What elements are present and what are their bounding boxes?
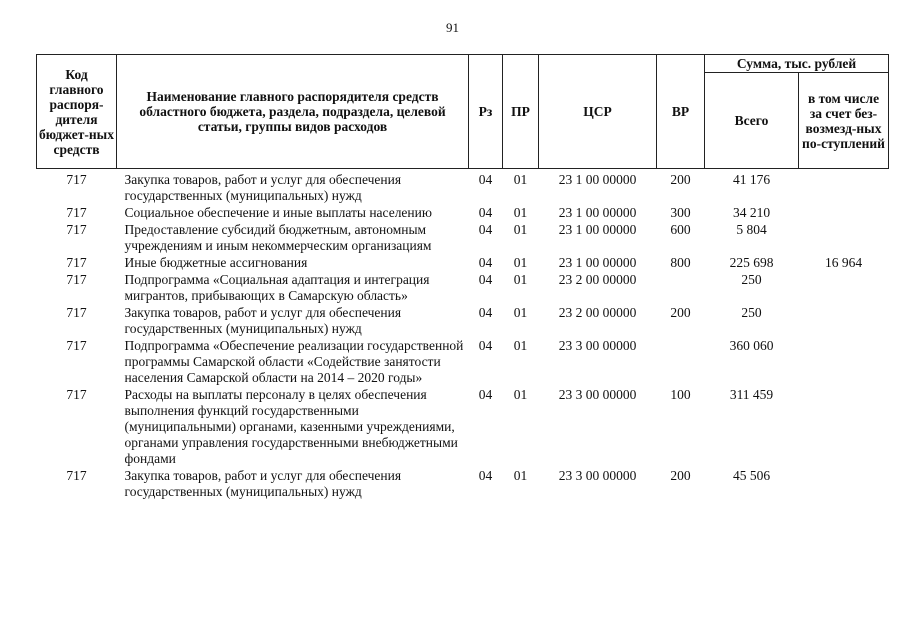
cell-vr: 100 (670, 387, 691, 402)
cell-incl (799, 305, 889, 338)
cell-pr: 01 (513, 205, 528, 220)
cell-code: 717 (66, 338, 87, 353)
cell-csr: 23 1 00 00000 (558, 222, 637, 237)
cell-name: Закупка товаров, работ и услуг для обеспечения государственных (муниципальных) нужд (124, 172, 402, 203)
cell-total: 45 506 (732, 468, 771, 483)
table-row (37, 272, 889, 305)
cell-name: Иные бюджетные ассигнования (124, 255, 308, 270)
cell-csr: 23 3 00 00000 (558, 338, 637, 353)
header-code: Код главного распоря-дителя бюджет-ных средств (37, 55, 117, 169)
cell-total: 360 060 (729, 338, 774, 353)
cell-rz: 04 (478, 305, 493, 320)
cell-total: 225 698 (729, 255, 774, 270)
cell-csr: 23 3 00 00000 (558, 387, 637, 402)
cell-total: 250 (741, 305, 762, 320)
page-number: 91 (446, 20, 459, 35)
header-csr: ЦСР (539, 55, 657, 169)
cell-rz: 04 (478, 468, 493, 483)
cell-code: 717 (66, 272, 87, 287)
cell-code: 717 (66, 468, 87, 483)
table-row (37, 305, 889, 338)
table-row (37, 255, 889, 272)
cell-total: 311 459 (729, 387, 774, 402)
cell-pr: 01 (513, 305, 528, 320)
cell-name: Социальное обеспечение и иные выплаты населению (124, 205, 432, 220)
table-row (37, 338, 889, 387)
table-row (37, 468, 889, 501)
cell-rz: 04 (478, 172, 493, 187)
cell-incl (799, 468, 889, 501)
cell-csr: 23 1 00 00000 (558, 205, 637, 220)
cell-pr: 01 (513, 387, 528, 402)
table-row (37, 387, 889, 468)
cell-vr: 200 (670, 172, 691, 187)
cell-code: 717 (66, 305, 87, 320)
header-pr: ПР (503, 55, 539, 169)
table-row (37, 205, 889, 222)
cell-code: 717 (66, 205, 87, 220)
cell-rz: 04 (478, 387, 493, 402)
header-rz: Рз (469, 55, 503, 169)
cell-incl (799, 387, 889, 468)
cell-name: Подпрограмма «Обеспечение реализации государственной программы Самарской области «Содействие занятости населения Самарской области на 2014 – 2020 годы» (124, 338, 464, 385)
cell-pr: 01 (513, 272, 528, 287)
cell-rz: 04 (478, 255, 493, 270)
header-sum-group: Сумма, тыс. рублей (705, 55, 889, 73)
cell-vr: 200 (670, 305, 691, 320)
cell-incl (799, 222, 889, 255)
cell-name: Закупка товаров, работ и услуг для обеспечения государственных (муниципальных) нужд (124, 305, 402, 336)
cell-name: Закупка товаров, работ и услуг для обеспечения государственных (муниципальных) нужд (124, 468, 402, 499)
table-row (37, 222, 889, 255)
cell-csr: 23 1 00 00000 (558, 255, 637, 270)
cell-pr: 01 (513, 222, 528, 237)
cell-csr: 23 1 00 00000 (558, 172, 637, 187)
cell-code: 717 (66, 387, 87, 402)
cell-vr (657, 338, 705, 387)
cell-total: 250 (741, 272, 762, 287)
cell-incl (799, 169, 889, 206)
cell-rz: 04 (478, 272, 493, 287)
cell-name: Подпрограмма «Социальная адаптация и интеграция мигрантов, прибывающих в Самарскую область» (124, 272, 430, 303)
budget-table (36, 54, 889, 501)
cell-total: 41 176 (732, 172, 771, 187)
cell-code: 717 (66, 172, 87, 187)
cell-name: Расходы на выплаты персоналу в целях обеспечения выполнения функций государственными (муниципальными) органами, казенными учреждениями, органами управления государственными внебюджетными фондами (124, 387, 458, 466)
cell-incl: 16 964 (824, 255, 863, 270)
cell-pr: 01 (513, 255, 528, 270)
header-total: Всего (705, 73, 799, 169)
cell-vr: 200 (670, 468, 691, 483)
cell-vr (657, 272, 705, 305)
cell-code: 717 (66, 222, 87, 237)
cell-incl (799, 205, 889, 222)
cell-csr: 23 3 00 00000 (558, 468, 637, 483)
cell-vr: 300 (670, 205, 691, 220)
header-incl: в том числе за счет без-возмезд-ных по-ступлений (799, 73, 889, 169)
table-row (37, 169, 889, 206)
cell-name: Предоставление субсидий бюджетным, автономным учреждениям и иным некоммерческим организациям (124, 222, 432, 253)
cell-code: 717 (66, 255, 87, 270)
cell-csr: 23 2 00 00000 (558, 272, 637, 287)
cell-rz: 04 (478, 222, 493, 237)
cell-incl (799, 272, 889, 305)
header-vr: ВР (657, 55, 705, 169)
cell-pr: 01 (513, 172, 528, 187)
cell-pr: 01 (513, 468, 528, 483)
cell-rz: 04 (478, 338, 493, 353)
header-name: Наименование главного распорядителя средств областного бюджета, раздела, подраздела, целевой статьи, группы видов расходов (117, 55, 469, 169)
cell-incl (799, 338, 889, 387)
table-header (37, 55, 889, 169)
cell-csr: 23 2 00 00000 (558, 305, 637, 320)
cell-pr: 01 (513, 338, 528, 353)
table-body (37, 169, 889, 502)
cell-vr: 800 (670, 255, 691, 270)
cell-total: 34 210 (732, 205, 771, 220)
cell-rz: 04 (478, 205, 493, 220)
cell-total: 5 804 (736, 222, 767, 237)
cell-vr: 600 (670, 222, 691, 237)
